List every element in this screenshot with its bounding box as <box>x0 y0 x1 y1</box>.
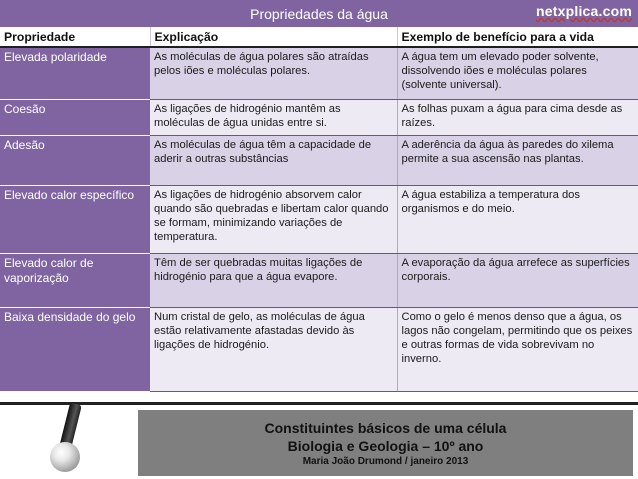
property-cell: Coesão <box>0 99 150 135</box>
column-header-example: Exemplo de benefício para a vida <box>397 27 638 47</box>
property-cell: Adesão <box>0 135 150 185</box>
property-cell: Elevado calor específico <box>0 185 150 253</box>
footer-title: Constituintes básicos de uma célula <box>264 419 507 436</box>
footer-divider <box>0 402 638 405</box>
explanation-cell: Têm de ser quebradas muitas ligações de hidrogénio para que a água evapore. <box>150 253 397 307</box>
pushpin-head-icon <box>50 442 80 472</box>
example-cell: Como o gelo é menos denso que a água, os lagos não congelam, permitindo que os peixes e outras formas de vida sobrevivam no inverno. <box>397 307 638 391</box>
footer-box <box>138 410 633 476</box>
example-cell: A evaporação da água arrefece as superfícies corporais. <box>397 253 638 307</box>
property-cell: Elevado calor de vaporização <box>0 253 150 307</box>
table-row <box>0 253 638 307</box>
explanation-cell: As moléculas de água têm a capacidade de aderir a outras substâncias <box>150 135 397 185</box>
property-cell: Elevada polaridade <box>0 47 150 99</box>
example-cell: A água tem um elevado poder solvente, dissolvendo iões e moléculas polares (solvente universal). <box>397 47 638 99</box>
explanation-cell: Num cristal de gelo, as moléculas de água estão relativamente afastadas devido às ligações de hidrogénio. <box>150 307 397 391</box>
explanation-cell: As moléculas de água polares são atraídas pelos iões e moléculas polares. <box>150 47 397 99</box>
title-bar <box>0 0 638 27</box>
explanation-cell: As ligações de hidrogénio absorvem calor quando são quebradas e libertam calor quando se formam, minimizando variações de temperatura. <box>150 185 397 253</box>
example-cell: As folhas puxam a água para cima desde as raízes. <box>397 99 638 135</box>
example-cell: A água estabiliza a temperatura dos organismos e do meio. <box>397 185 638 253</box>
table-row <box>0 135 638 185</box>
column-header-property: Propriedade <box>0 27 150 47</box>
column-header-explanation: Explicação <box>150 27 397 47</box>
table-row <box>0 185 638 253</box>
property-cell: Baixa densidade do gelo <box>0 307 150 391</box>
table-row <box>0 47 638 99</box>
footer-author: Maria João Drumond / janeiro 2013 <box>302 455 469 467</box>
example-cell: A aderência da água às paredes do xilema permite a sua ascensão nas plantas. <box>397 135 638 185</box>
table-row <box>0 99 638 135</box>
footer-subtitle: Biologia e Geologia – 10º ano <box>287 437 484 454</box>
brand-logo: netxplica.com <box>536 3 632 19</box>
properties-table <box>0 27 638 392</box>
explanation-cell: As ligações de hidrogénio mantêm as moléculas de água unidas entre si. <box>150 99 397 135</box>
table-header-row <box>0 27 638 47</box>
slide-title: Propriedades da água <box>250 5 388 22</box>
table-row <box>0 307 638 391</box>
